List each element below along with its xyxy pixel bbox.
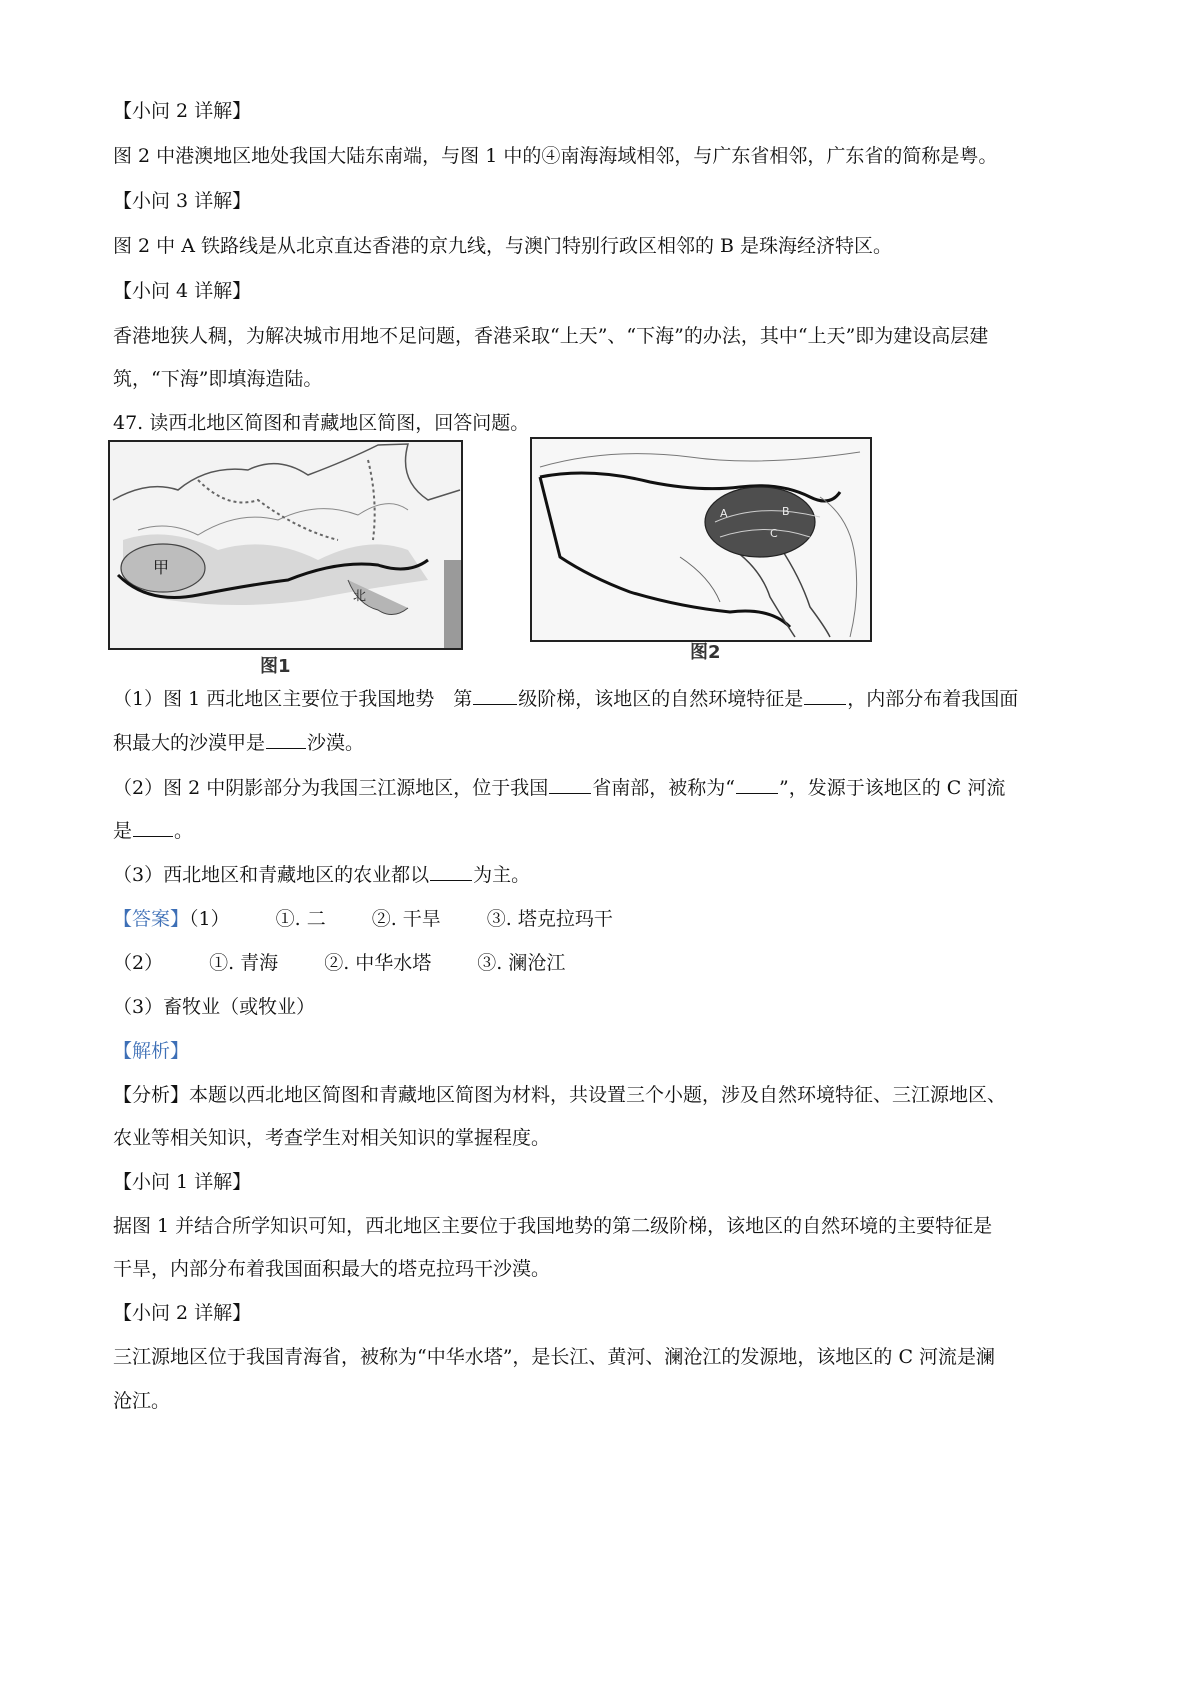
answer-2-item2: ②. 中华水塔 bbox=[324, 952, 432, 974]
q47-sub2-detail-line1: 三江源地区位于我国青海省，被称为“中华水塔”，是长江、黄河、澜沧江的发源地，该地区的 C 河流是澜 bbox=[113, 1346, 996, 1368]
answer-line-2 bbox=[113, 950, 1100, 976]
q46-sub3-text: 图 2 中 A 铁路线是从北京直达香港的京九线，与澳门特别行政区相邻的 B 是珠海经济特区。 bbox=[113, 235, 893, 257]
answer-line-3: （3）畜牧业（或牧业） bbox=[113, 996, 316, 1018]
qingzang-map-image bbox=[530, 437, 872, 642]
answer-1-item1: ①. 二 bbox=[275, 908, 326, 930]
answer-blank bbox=[266, 730, 306, 749]
figure-1-northwest-map bbox=[108, 440, 463, 650]
q47-sub1-text-a: （1）图 1 西北地区主要位于我国地势 第 bbox=[113, 688, 473, 710]
q47-sub1-line1 bbox=[113, 686, 1100, 712]
answer-2-num: （2） bbox=[113, 952, 164, 974]
fenxi-line2: 农业等相关知识，考查学生对相关知识的掌握程度。 bbox=[113, 1127, 551, 1149]
fig2-label-b: B bbox=[782, 505, 790, 518]
q47-sub2-text-c: ”，发源于该地区的 C 河流 bbox=[778, 777, 1006, 799]
answer-2-item3: ③. 澜沧江 bbox=[477, 952, 566, 974]
answer-1-item2: ②. 干旱 bbox=[371, 908, 441, 930]
q47-sub2-line1 bbox=[113, 775, 1100, 801]
q47-sub2-text-e: 。 bbox=[174, 820, 194, 842]
q46-sub4-text-line1: 香港地狭人稠，为解决城市用地不足问题，香港采取“上天”、“下海”的办法，其中“上天”即为建设高层建 bbox=[113, 325, 989, 347]
answer-line-1 bbox=[113, 906, 1100, 932]
q47-sub1-text-d: 积最大的沙漠甲是 bbox=[113, 732, 266, 754]
q47-sub2-text-a: （2）图 2 中阴影部分为我国三江源地区，位于我国 bbox=[113, 777, 549, 799]
figure-2-qingzang-map bbox=[530, 437, 872, 642]
answer-blank bbox=[549, 775, 591, 794]
q46-sub2-text: 图 2 中港澳地区地处我国大陆东南端，与图 1 中的④南海海域相邻，与广东省相邻，广东省的简称是粤。 bbox=[113, 145, 998, 167]
q47-sub2-detail-line2: 沧江。 bbox=[113, 1390, 171, 1412]
answer-blank bbox=[804, 686, 846, 705]
q47-sub2-detail-header: 【小问 2 详解】 bbox=[113, 1302, 252, 1324]
q47-sub2-line2 bbox=[113, 818, 1100, 844]
q46-sub2-header: 【小问 2 详解】 bbox=[113, 100, 252, 122]
q47-sub1-detail-line1: 据图 1 并结合所学知识可知，西北地区主要位于我国地势的第二级阶梯，该地区的自然环境的主要特征是 bbox=[113, 1215, 993, 1237]
analysis-label: 【解析】 bbox=[113, 1040, 190, 1062]
answer-blank bbox=[473, 686, 517, 705]
q47-stem: 47. 读西北地区简图和青藏地区简图，回答问题。 bbox=[113, 412, 530, 434]
q47-sub1-text-b: 级阶梯，该地区的自然环境特征是 bbox=[518, 688, 804, 710]
q47-sub3-text-b: 为主。 bbox=[473, 864, 531, 886]
svg-text:北: 北 bbox=[353, 589, 367, 604]
q47-sub1-detail-line2: 干旱，内部分布着我国面积最大的塔克拉玛干沙漠。 bbox=[113, 1258, 551, 1280]
q47-sub2-text-d: 是 bbox=[113, 820, 133, 842]
answer-blank bbox=[736, 775, 778, 794]
fenxi-line1: 【分析】本题以西北地区简图和青藏地区简图为材料，共设置三个小题，涉及自然环境特征、三江源地区、 bbox=[113, 1084, 1007, 1106]
q46-sub4-text-line2: 筑，“下海”即填海造陆。 bbox=[113, 368, 323, 390]
q47-sub2-text-b: 省南部，被称为“ bbox=[592, 777, 735, 799]
q47-sub1-detail-header: 【小问 1 详解】 bbox=[113, 1171, 252, 1193]
q47-sub1-text-c: ，内部分布着我国面 bbox=[847, 688, 1019, 710]
answer-blank bbox=[430, 862, 472, 881]
answer-2-item1: ①. 青海 bbox=[209, 952, 279, 974]
q46-sub3-header: 【小问 3 详解】 bbox=[113, 190, 252, 212]
q46-sub4-header: 【小问 4 详解】 bbox=[113, 280, 252, 302]
answer-label: 【答案】 bbox=[113, 908, 190, 930]
fig2-label-a: A bbox=[720, 507, 728, 520]
figure-1-caption: 图1 bbox=[260, 656, 291, 677]
northwest-map-image bbox=[108, 440, 463, 650]
fig1-label-jia: 甲 bbox=[153, 558, 170, 577]
q47-sub3-line bbox=[113, 862, 1100, 888]
answer-1-num: （1） bbox=[189, 908, 230, 930]
answer-1-item3: ③. 塔克拉玛干 bbox=[486, 908, 613, 930]
q47-sub1-line2 bbox=[113, 730, 1100, 756]
figure-2-caption: 图2 bbox=[690, 642, 721, 663]
q47-sub3-text-a: （3）西北地区和青藏地区的农业都以 bbox=[113, 864, 430, 886]
answer-blank bbox=[133, 818, 173, 837]
fig2-label-c: C bbox=[770, 527, 778, 540]
q47-sub1-text-e: 沙漠。 bbox=[307, 732, 365, 754]
